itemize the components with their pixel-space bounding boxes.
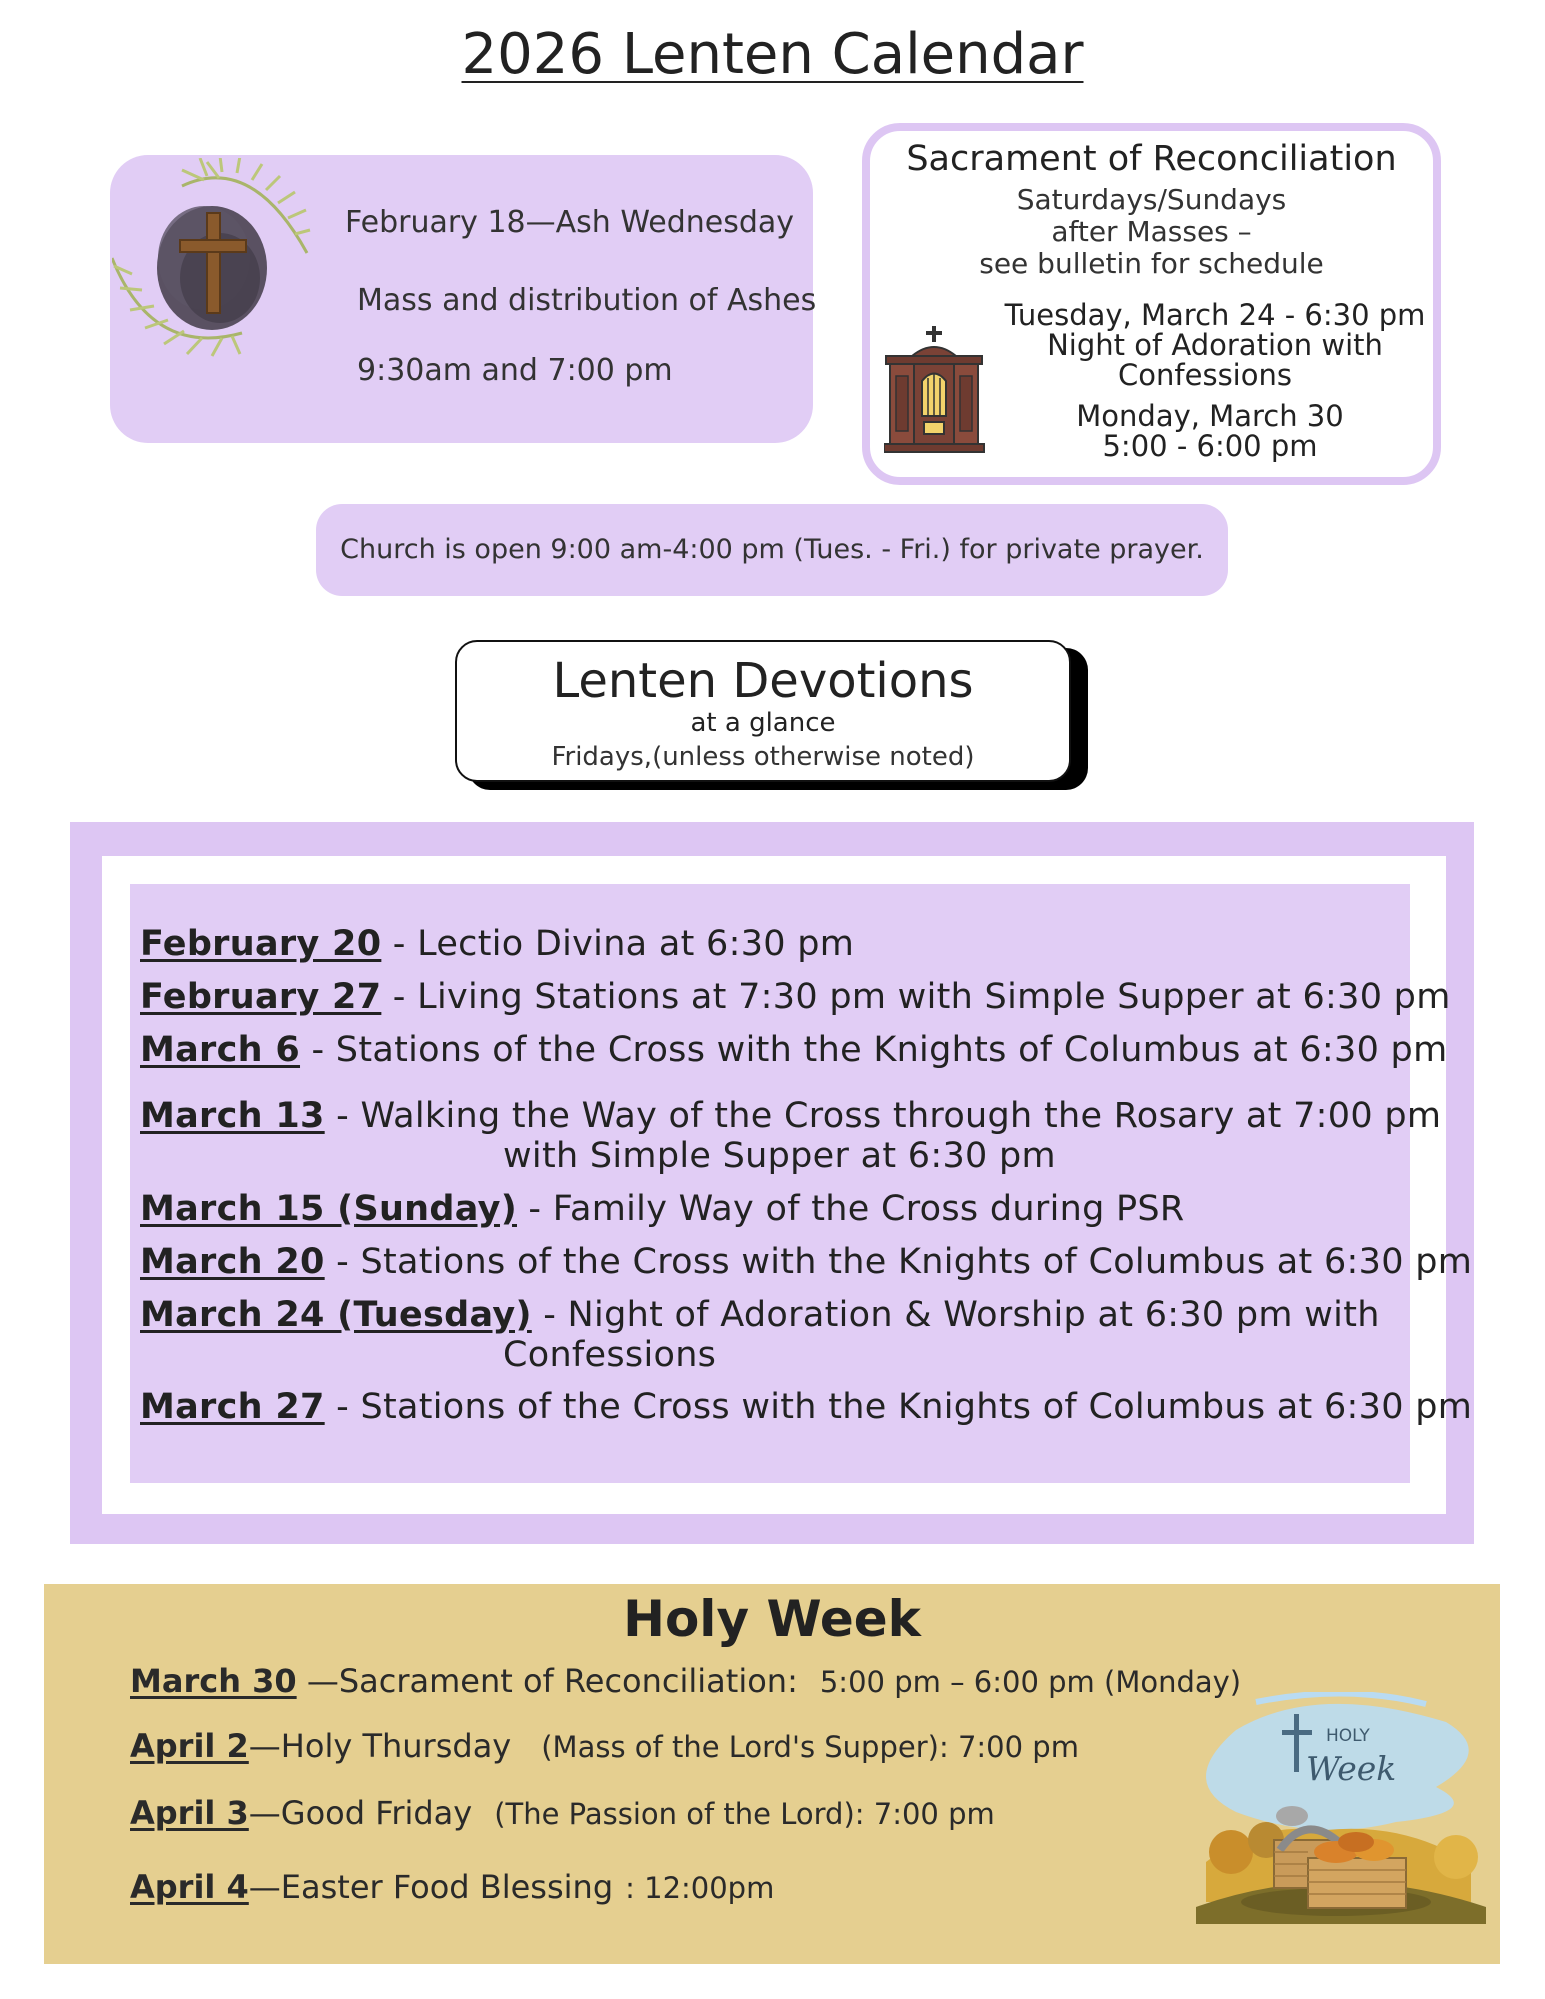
- list-item: [130, 1794, 995, 1832]
- holy-week-text: —Holy Thursday: [248, 1727, 512, 1765]
- list-item: [130, 1727, 1079, 1765]
- list-item: [140, 1096, 1441, 1176]
- devotions-subheading: at a glance: [690, 708, 836, 738]
- event-date: March 20: [140, 1242, 325, 1282]
- ash-wednesday-date: February 18—Ash Wednesday: [345, 205, 795, 240]
- list-item: [140, 1030, 1447, 1070]
- event-date: February 27: [140, 977, 382, 1017]
- event-date: March 15 (Sunday): [140, 1189, 517, 1229]
- reconciliation-line: Confessions: [1118, 358, 1292, 392]
- holy-week-text: —Easter Food Blessing: [248, 1868, 614, 1906]
- event-text-continued: Confessions: [503, 1335, 717, 1375]
- list-item: [140, 1295, 1380, 1375]
- holy-week-baskets-icon: [1196, 1692, 1486, 1924]
- list-item: [140, 1242, 1472, 1282]
- holy-week-time: 5:00 pm – 6:00 pm (Monday): [819, 1665, 1242, 1699]
- page-title: 2026 Lenten Calendar: [461, 22, 1084, 87]
- event-text: - Night of Adoration & Worship at 6:30 pm with: [531, 1295, 1380, 1335]
- holy-week-title: Holy Week: [623, 1590, 921, 1648]
- ashes-cross-icon: [112, 158, 312, 358]
- reconciliation-line: 5:00 - 6:00 pm: [1102, 429, 1318, 463]
- event-text: - Living Stations at 7:30 pm with Simple Supper at 6:30 pm: [381, 977, 1451, 1017]
- ash-wednesday-description: Mass and distribution of Ashes: [357, 283, 817, 318]
- event-text-continued: with Simple Supper at 6:30 pm: [503, 1136, 1056, 1176]
- event-date: March 6: [140, 1030, 301, 1070]
- holy-week-text: —Good Friday: [248, 1794, 473, 1832]
- reconciliation-line: see bulletin for schedule: [979, 247, 1324, 280]
- holy-week-time: (The Passion of the Lord): 7:00 pm: [494, 1797, 995, 1831]
- holy-week-date: April 3: [130, 1794, 249, 1832]
- church-hours-notice: Church is open 9:00 am-4:00 pm (Tues. - Fri.) for private prayer.: [316, 504, 1228, 596]
- reconciliation-line: Monday, March 30: [1076, 399, 1344, 433]
- event-date: March 24 (Tuesday): [140, 1295, 532, 1335]
- event-text: - Lectio Divina at 6:30 pm: [381, 924, 855, 964]
- reconciliation-line: after Masses –: [1051, 215, 1252, 248]
- event-date: February 20: [140, 924, 382, 964]
- list-item: [140, 977, 1451, 1017]
- event-date: March 27: [140, 1387, 325, 1427]
- reconciliation-line: Tuesday, March 24 - 6:30 pm: [1004, 298, 1426, 332]
- event-text: - Stations of the Cross with the Knights of Columbus at 6:30 pm: [324, 1387, 1473, 1427]
- holy-week-badge-line2: Week: [1306, 1749, 1397, 1788]
- holy-week-badge-line1: HOLY: [1326, 1726, 1370, 1746]
- event-text: - Family Way of the Cross during PSR: [517, 1189, 1185, 1229]
- confessional-icon: [884, 326, 1014, 456]
- list-item: [140, 1189, 1185, 1229]
- holy-week-time: (Mass of the Lord's Supper): 7:00 pm: [541, 1730, 1079, 1764]
- list-item: [140, 924, 854, 964]
- devotions-header-box: [455, 640, 1071, 782]
- event-text: - Stations of the Cross with the Knights of Columbus at 6:30 pm: [324, 1242, 1473, 1282]
- reconciliation-heading: Sacrament of Reconciliation: [906, 139, 1397, 179]
- holy-week-date: April 2: [130, 1727, 249, 1765]
- list-item: [130, 1662, 1241, 1700]
- devotions-heading: Lenten Devotions: [552, 653, 974, 709]
- event-text: - Walking the Way of the Cross through the Rosary at 7:00 pm: [324, 1096, 1442, 1136]
- list-item: [140, 1387, 1472, 1427]
- holy-week-time: : 12:00pm: [625, 1871, 775, 1905]
- list-item: [130, 1868, 774, 1906]
- event-text: - Stations of the Cross with the Knights of Columbus at 6:30 pm: [300, 1030, 1448, 1070]
- reconciliation-line: Saturdays/Sundays: [1016, 183, 1287, 216]
- holy-week-date: April 4: [130, 1868, 249, 1906]
- event-date: March 13: [140, 1096, 325, 1136]
- devotions-note: Fridays,(unless otherwise noted): [551, 742, 975, 772]
- holy-week-text: —Sacrament of Reconciliation:: [296, 1662, 798, 1700]
- reconciliation-line: Night of Adoration with: [1047, 328, 1383, 362]
- ash-wednesday-times: 9:30am and 7:00 pm: [357, 353, 673, 388]
- holy-week-date: March 30: [130, 1662, 297, 1700]
